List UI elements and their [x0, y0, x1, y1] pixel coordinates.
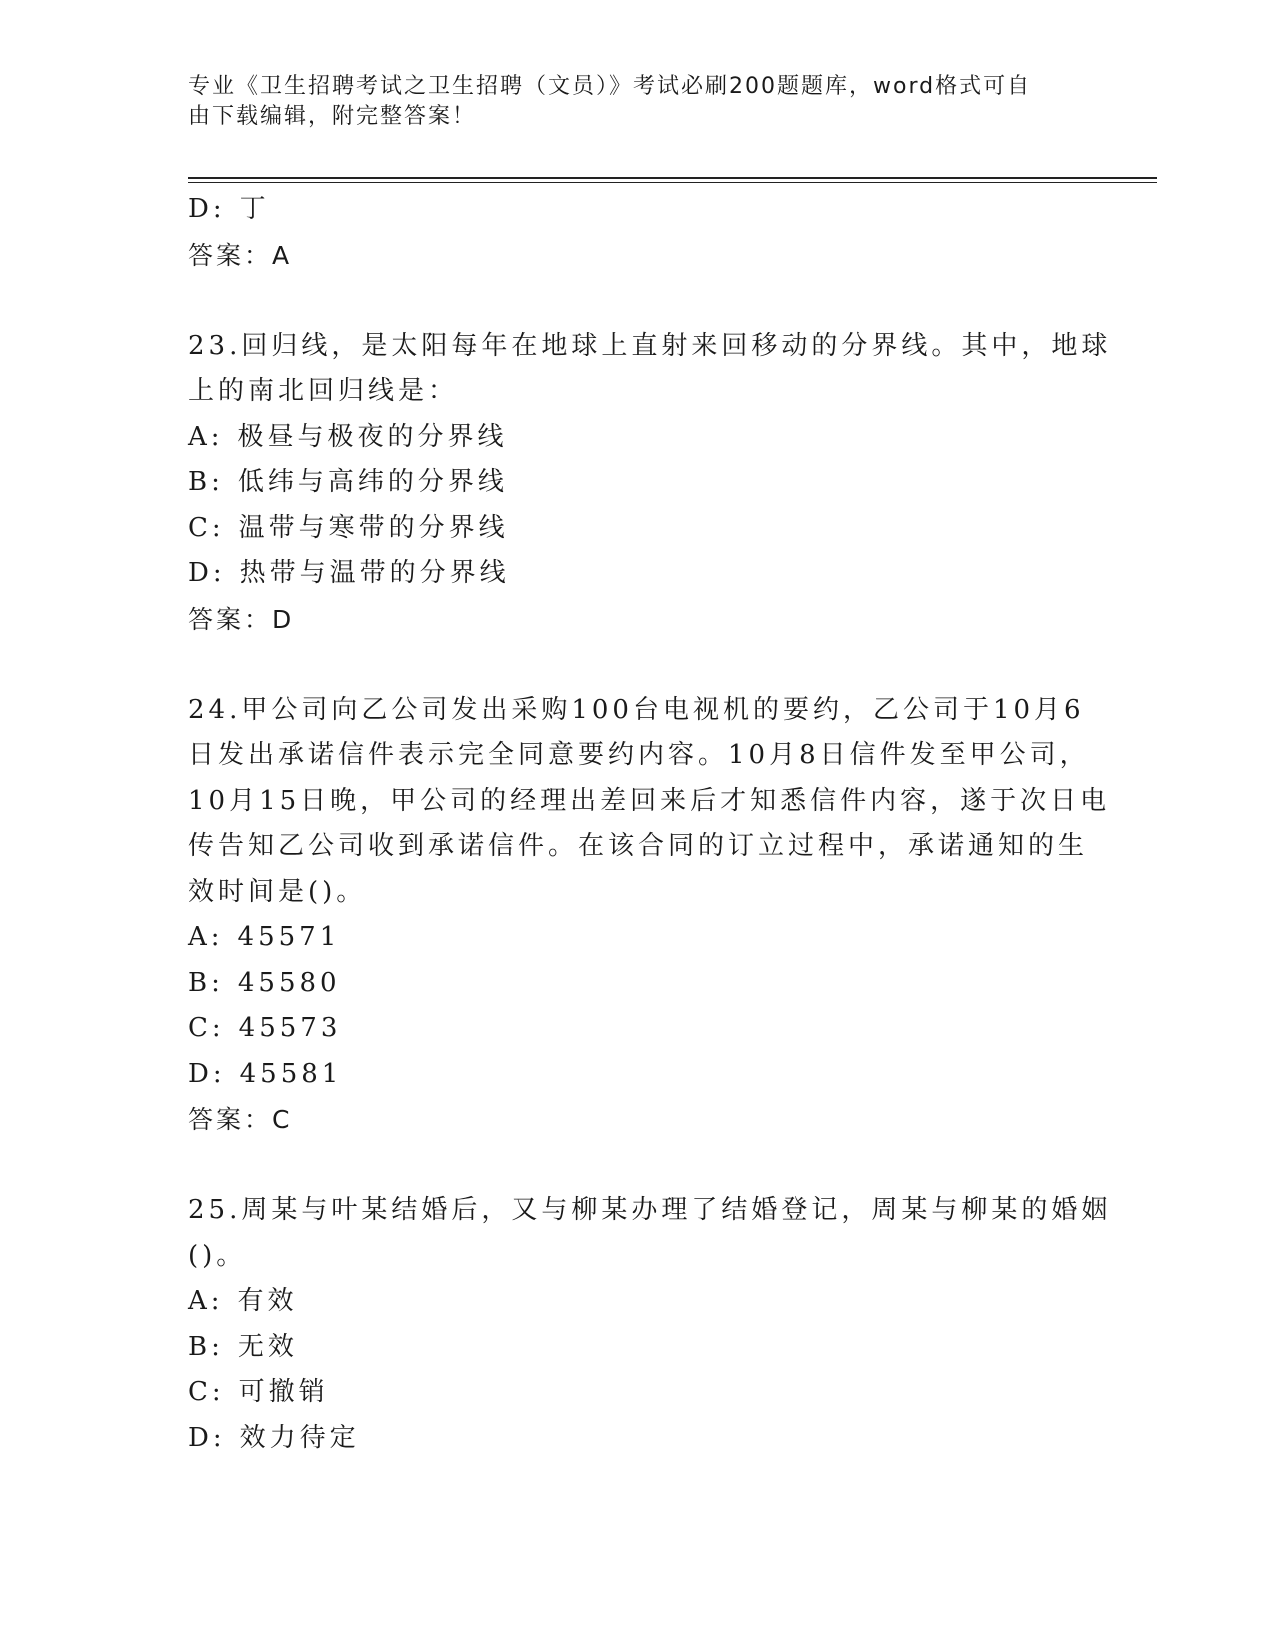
option-c	[188, 1370, 1088, 1416]
option-a	[188, 915, 1088, 961]
option-text: 可撤销	[238, 1377, 329, 1407]
question-stem: 24.甲公司向乙公司发出采购100台电视机的要约，乙公司于10月6	[188, 694, 1085, 725]
option-text: 低纬与高纬的分界线	[237, 467, 508, 497]
option-text: 45571	[237, 922, 341, 952]
option-text: 丁	[239, 194, 270, 224]
question-stem: 效时间是()。	[188, 876, 367, 907]
option-text: 45580	[237, 967, 341, 998]
prev-answer: 答案：A	[188, 240, 293, 270]
question-stem: 25.周某与叶某结婚后，又与柳某办理了结婚登记，周某与柳某的婚姻	[188, 1195, 1112, 1225]
option-text: 热带与温带的分界线	[239, 558, 510, 588]
question-stem: ()。	[188, 1240, 247, 1271]
option-label: C:	[188, 1013, 225, 1043]
option-label: A:	[188, 421, 224, 452]
option-b	[188, 460, 1088, 506]
header-line-1: 专业《卫生招聘考试之卫生招聘（文员）》考试必刷200题题库，word格式可自	[188, 74, 1032, 99]
prev-option-d	[188, 187, 1088, 233]
option-text: 极昼与极夜的分界线	[237, 421, 508, 452]
option-label: D:	[188, 194, 226, 224]
option-text: 温带与寒带的分界线	[238, 512, 509, 543]
option-a	[188, 415, 1088, 461]
question-stem: 上的南北回归线是：	[188, 376, 459, 406]
document-body	[188, 187, 1112, 1461]
option-d	[188, 1416, 1088, 1462]
spacer	[188, 278, 1088, 324]
question-24	[188, 688, 1111, 1143]
question-stem: 10月15日晚，甲公司的经理出差回来后才知悉信件内容，遂于次日电	[188, 785, 1111, 816]
option-b	[188, 1325, 1088, 1371]
spacer	[188, 642, 1088, 688]
option-c	[188, 1006, 1088, 1052]
option-c	[188, 506, 1088, 552]
question-stem: 传告知乙公司收到承诺信件。在该合同的订立过程中，承诺通知的生	[188, 831, 1089, 861]
option-label: A:	[188, 922, 224, 952]
option-label: B:	[188, 967, 224, 998]
option-text: 无效	[237, 1331, 298, 1362]
option-text: 效力待定	[239, 1422, 360, 1453]
option-label: A:	[188, 1286, 224, 1316]
option-label: C:	[188, 1377, 225, 1407]
option-a	[188, 1279, 1088, 1325]
spacer	[188, 1143, 1088, 1189]
question-stem: 日发出承诺信件表示完全同意要约内容。10月8日信件发至甲公司，	[188, 740, 1090, 770]
question-23	[188, 324, 1112, 643]
header-rule-thick	[188, 177, 1157, 179]
question-stem: 23.回归线，是太阳每年在地球上直射来回移动的分界线。其中，地球	[188, 330, 1112, 361]
option-label: C:	[188, 512, 225, 543]
option-label: D:	[188, 1422, 226, 1453]
option-d	[188, 551, 1088, 597]
option-b	[188, 961, 1088, 1007]
answer: 答案：D	[188, 604, 295, 634]
option-text: 45581	[239, 1058, 343, 1089]
option-text: 45573	[238, 1013, 342, 1043]
option-label: D:	[188, 558, 226, 588]
answer: 答案：C	[188, 1105, 293, 1134]
option-label: D:	[188, 1058, 226, 1089]
header-line-2: 由下载编辑，附完整答案！	[188, 104, 477, 129]
option-text: 有效	[237, 1286, 298, 1316]
option-label: B:	[188, 467, 224, 497]
question-25	[188, 1188, 1112, 1461]
option-label: B:	[188, 1331, 224, 1362]
option-d	[188, 1052, 1088, 1098]
page-header	[188, 72, 1068, 132]
header-rule-thin	[188, 182, 1157, 183]
